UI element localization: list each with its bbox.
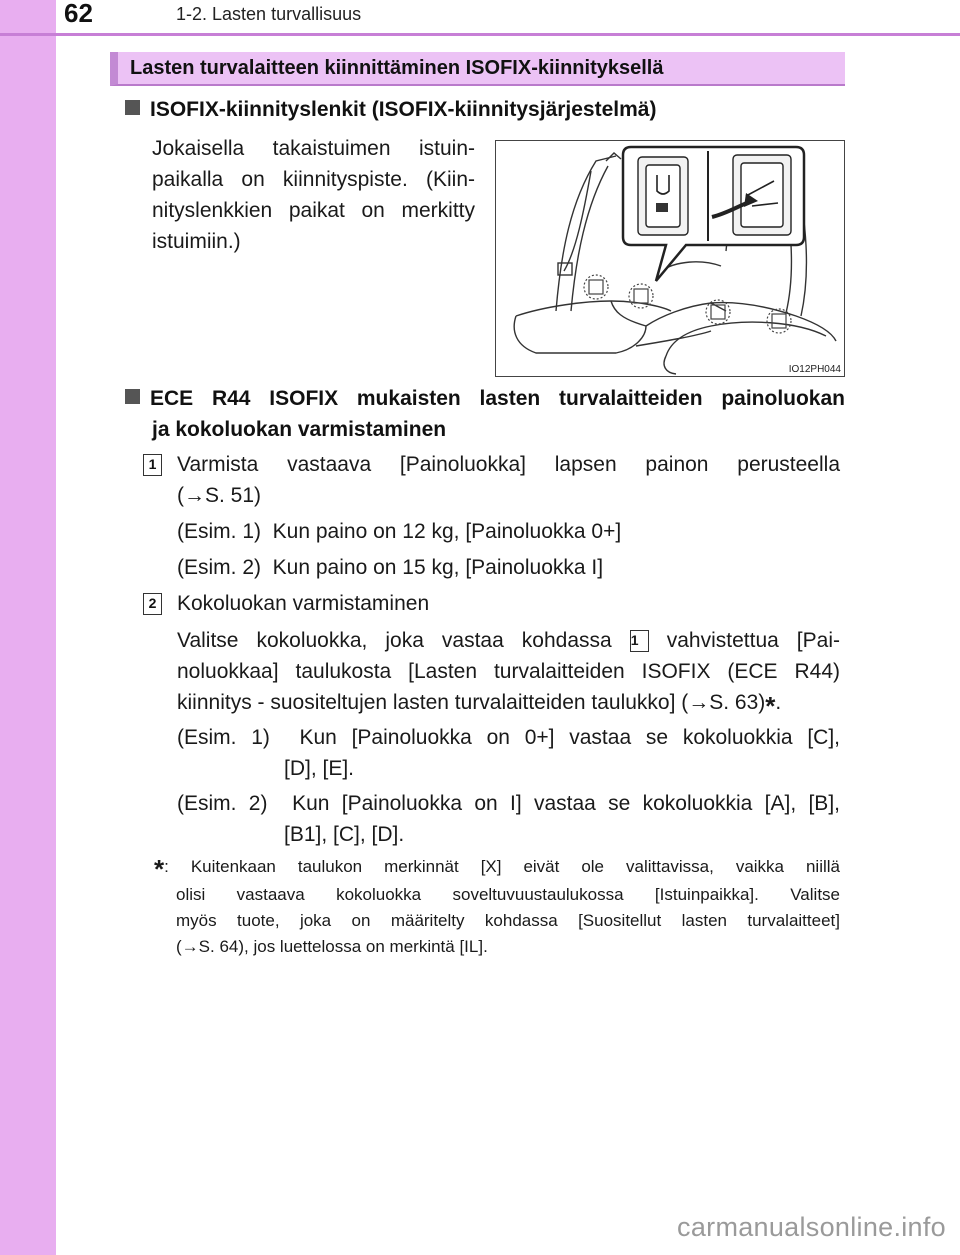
text-line: istuimiin.) (152, 230, 241, 253)
step-1-text (177, 449, 840, 511)
text-line: (Esim. 1) Kun [Painoluokka on 0+] vastaa se kokoluokkia [C], (177, 726, 840, 749)
text-line: Jokaisella takaistuimen istuin- (152, 137, 475, 160)
step-1-example-2: (Esim. 2) Kun paino on 15 kg, [Painoluokka I] (177, 556, 604, 579)
section-title-bar (110, 52, 845, 86)
text-line: noluokkaa] taulukosta [Lasten turvalaitteiden ISOFIX (ECE R44) (177, 660, 840, 683)
text-line: Varmista vastaava [Painoluokka] lapsen painon perusteella (177, 453, 840, 476)
footnote (154, 854, 840, 960)
isofix-anchors-text (152, 133, 475, 257)
step-2-title: Kokoluokan varmistaminen (177, 592, 430, 615)
text-line: (Esim. 2) Kun [Painoluokka on I] vastaa se kokoluokkia [A], [B], (177, 792, 840, 815)
chapter-title: 1-2. Lasten turvallisuus (176, 4, 362, 24)
step-2-number: 2 (143, 593, 162, 615)
step-1-number: 1 (143, 454, 162, 476)
step-2-example-2 (177, 788, 840, 850)
step-2-example-1 (177, 722, 840, 784)
heading-line: ECE R44 ISOFIX mukaisten lasten turvalaitteiden painoluokan (125, 383, 845, 414)
page-number: 62 (64, 0, 93, 28)
figure-code: IO12PH044 (788, 364, 841, 375)
text-line: [D], [E]. (284, 757, 355, 780)
isofix-anchors-heading: ISOFIX-kiinnityslenkit (ISOFIX-kiinnitysjärjestelmä) (125, 94, 656, 125)
text-line: paikalla on kiinnityspiste. (Kiin- (152, 168, 475, 191)
square-bullet-icon (125, 389, 140, 404)
text-line: [B1], [C], [D]. (284, 823, 405, 846)
rear-seat-isofix-illustration (495, 140, 845, 377)
left-margin-band (0, 0, 56, 1255)
seat-drawing (496, 141, 843, 375)
footnote-line: olisi vastaava kokoluokka soveltuvuustaulukossa [Istuinpaikka]. Valitse (176, 885, 840, 904)
text-line: Valitse kokoluokka, joka vastaa kohdassa 1 vahvistettua [Pai- (177, 629, 840, 652)
text-line: nityslenkkien paikat on merkitty (152, 199, 475, 222)
square-bullet-icon (125, 100, 140, 115)
footnote-line: (→S. 64), jos luettelossa on merkintä [IL]. (176, 937, 488, 956)
step-reference-box: 1 (630, 630, 649, 652)
text-line: (→S. 51) (177, 484, 262, 507)
step-2-text (177, 625, 840, 722)
footnote-line: myös tuote, joka on määritelty kohdassa [Suositellut lasten turvalaitteet] (176, 911, 840, 930)
ece-r44-heading (125, 383, 845, 445)
header-rule (0, 33, 960, 36)
text-line: kiinnitys - suositeltujen lasten turvalaitteiden taulukko] (→S. 63)*. (177, 691, 782, 721)
watermark: carmanualsonline.info (677, 1212, 946, 1242)
section-title: Lasten turvalaitteen kiinnittäminen ISOFIX-kiinnityksellä (130, 57, 664, 79)
footnote-line: *: Kuitenkaan taulukon merkinnät [X] eivät ole valittavissa, vaikka niillä (154, 854, 840, 884)
step-1-example-1: (Esim. 1) Kun paino on 12 kg, [Painoluokka 0+] (177, 520, 622, 543)
heading-line: ja kokoluokan varmistaminen (152, 418, 447, 441)
